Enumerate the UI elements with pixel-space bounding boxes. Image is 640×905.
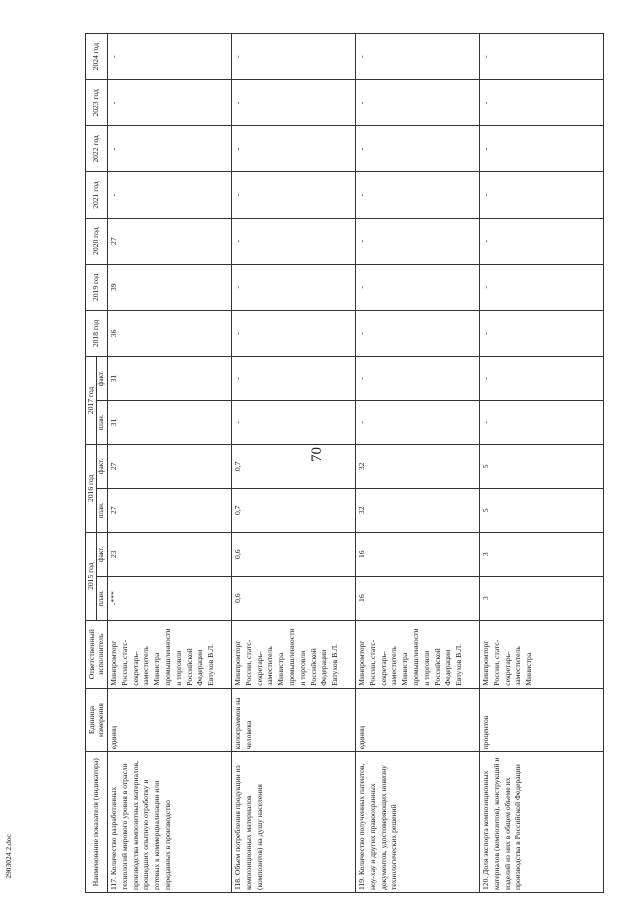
file-name: 2903024 2.doc (3, 834, 13, 879)
indicator-unit: единиц (108, 688, 232, 752)
indicator-responsible: Минпромторг России, статс-секретарь-заместитель Министра промышленности и торговли Российской Федерации Евтухов В.Л. (356, 620, 480, 688)
indicator-responsible: Минпромторг России, статс-секретарь-заместитель Министра промышленности и торговли Российской Федерации Евтухов В.Л. (108, 620, 232, 688)
page-number: 70 (309, 447, 325, 462)
value-2018: - (480, 310, 604, 356)
header-2018: 2018 год (86, 310, 108, 356)
value-2018: - (232, 310, 356, 356)
value-2024: - (232, 34, 356, 80)
indicator-responsible: Минпромторг России, статс-секретарь-заместитель Министра промышленности и торговли Российской Федерации Евтухов В.Л. (232, 620, 356, 688)
value-2019: - (480, 264, 604, 310)
header-2015-fact: факт. (97, 532, 108, 576)
value-2017-fact: - (232, 356, 356, 400)
header-2017-plan: план. (97, 400, 108, 444)
value-2017-fact: - (480, 356, 604, 400)
value-2019: - (232, 264, 356, 310)
value-2023: - (232, 80, 356, 126)
value-2015-fact: 16 (356, 532, 480, 576)
header-2016-plan: план. (97, 488, 108, 532)
header-2016-fact: факт. (97, 444, 108, 488)
header-unit: Единица измерения (86, 688, 108, 752)
value-2018: - (356, 310, 480, 356)
header-2023: 2023 год (86, 80, 108, 126)
value-2021: - (480, 172, 604, 218)
value-2017-plan: - (480, 400, 604, 444)
table-header (86, 34, 108, 893)
value-2020: - (232, 218, 356, 264)
table-body (108, 34, 604, 893)
value-2016-fact: 27 (108, 444, 232, 488)
value-2015-fact: 23 (108, 532, 232, 576)
header-2021: 2021 год (86, 172, 108, 218)
value-2021: - (108, 172, 232, 218)
value-2023: - (108, 80, 232, 126)
value-2020: - (356, 218, 480, 264)
value-2015-fact: 3 (480, 532, 604, 576)
value-2023: - (356, 80, 480, 126)
table-row (232, 34, 356, 893)
header-2015-plan: план. (97, 576, 108, 620)
value-2022: - (108, 126, 232, 172)
header-2022: 2022 год (86, 126, 108, 172)
header-name: Наименование показателя (индикатора) (86, 752, 108, 893)
value-2016-plan: 5 (480, 488, 604, 532)
value-2024: - (356, 34, 480, 80)
rotated-page-content (85, 33, 585, 893)
indicator-unit: процентов (480, 688, 604, 752)
value-2018: 36 (108, 310, 232, 356)
value-2015-fact: 0,6 (232, 532, 356, 576)
value-2019: 39 (108, 264, 232, 310)
header-2020: 2020 год (86, 218, 108, 264)
indicators-table (85, 33, 604, 893)
header-2016: 2016 год (86, 444, 97, 532)
value-2020: 27 (108, 218, 232, 264)
value-2015-plan: -*** (108, 576, 232, 620)
value-2017-plan: - (356, 400, 480, 444)
table-row (108, 34, 232, 893)
indicator-responsible: Минпромторг России, статс-секретарь-заместитель Министра (480, 620, 604, 688)
value-2016-fact: 5 (480, 444, 604, 488)
value-2017-plan: 31 (108, 400, 232, 444)
indicator-unit: единиц (356, 688, 480, 752)
value-2017-plan: - (232, 400, 356, 444)
value-2015-plan: 0,6 (232, 576, 356, 620)
value-2022: - (232, 126, 356, 172)
value-2021: - (356, 172, 480, 218)
value-2015-plan: 16 (356, 576, 480, 620)
header-2017-fact: факт. (97, 356, 108, 400)
indicator-name: 117. Количество разработанных технологий мирового уровня в отрасли производства композитных материалов, прошедших опытную отработку и готовых к коммерциализации или переданных в производство (108, 752, 232, 893)
header-2024: 2024 год (86, 34, 108, 80)
table-row (356, 34, 480, 893)
value-2016-plan: 27 (108, 488, 232, 532)
value-2020: - (480, 218, 604, 264)
indicator-name: 118. Объем потребления продукции из композиционных материалов (композитов) на душу населения (232, 752, 356, 893)
value-2023: - (480, 80, 604, 126)
header-2015: 2015 год (86, 532, 97, 620)
header-2019: 2019 год (86, 264, 108, 310)
value-2022: - (356, 126, 480, 172)
indicator-unit: килограммов на человека (232, 688, 356, 752)
value-2016-plan: 0,7 (232, 488, 356, 532)
value-2016-plan: 32 (356, 488, 480, 532)
value-2019: - (356, 264, 480, 310)
value-2021: - (232, 172, 356, 218)
value-2016-fact: 0,7 (232, 444, 356, 488)
value-2016-fact: 32 (356, 444, 480, 488)
indicator-name: 119. Количество полученных патентов, ноу-хау и других правоохранных документов, удостоверяющих новизну технологических решений (356, 752, 480, 893)
value-2022: - (480, 126, 604, 172)
header-2017: 2017 год (86, 356, 97, 444)
value-2024: - (108, 34, 232, 80)
value-2017-fact: 31 (108, 356, 232, 400)
value-2017-fact: - (356, 356, 480, 400)
value-2024: - (480, 34, 604, 80)
table-row (480, 34, 604, 893)
value-2015-plan: 3 (480, 576, 604, 620)
header-responsible: Ответственный исполнитель (86, 620, 108, 688)
indicator-name: 120. Доля экспорта композиционных материалов (композитов), конструкций и изделий из них в общем объеме их производства в Российской Федерации (480, 752, 604, 893)
